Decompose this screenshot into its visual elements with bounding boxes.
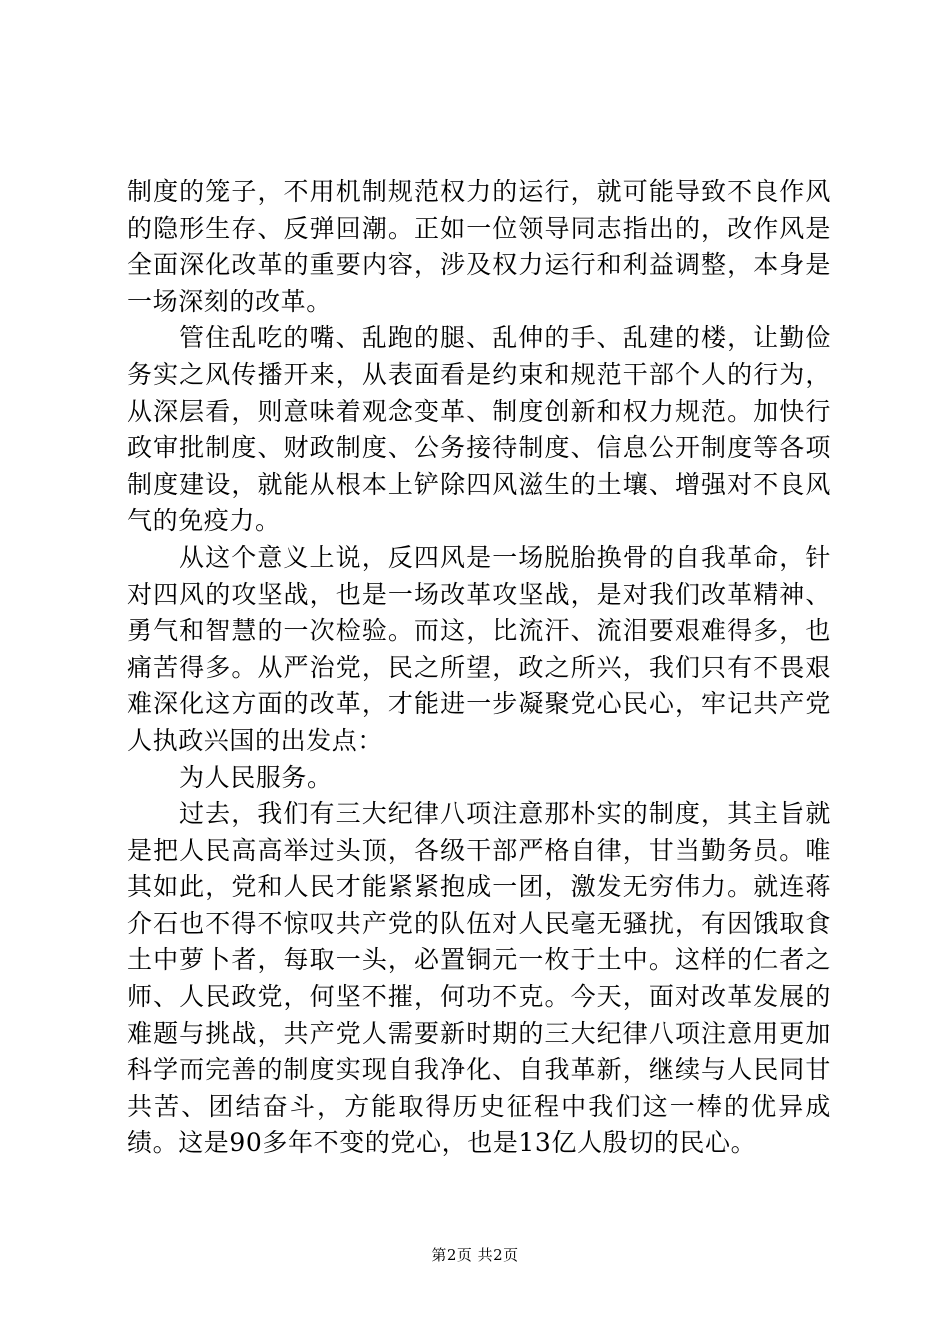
paragraph-5: 过去，我们有三大纪律八项注意那朴实的制度，其主旨就是把人民高高举过头顶，各级干部严格自律，甘当勤务员。唯其如此，党和人民才能紧紧抱成一团，激发无穷伟力。就连蒋介石也不得不惊叹共产党的队伍对人民毫无骚扰，有因饿取食土中萝卜者，每取一头，必置铜元一枚于土中。这样的仁者之师、人民政党，何坚不摧，何功不克。今天，面对改革发展的难题与挑战，共产党人需要新时期的三大纪律八项注意用更加科学而完善的制度实现自我净化、自我革新，继续与人民同甘共苦、团结奋斗，方能取得历史征程中我们这一棒的优异成绩。这是90多年不变的党心，也是13亿人殷切的民心。	[127, 799, 831, 1158]
paragraph-3: 从这个意义上说，反四风是一场脱胎换骨的自我革命，针对四风的攻坚战，也是一场改革攻坚战，是对我们改革精神、勇气和智慧的一次检验。而这，比流汗、流泪要艰难得多，也痛苦得多。从严治党，民之所望，政之所兴，我们只有不畏艰难深化这方面的改革，才能进一步凝聚党心民心，牢记共产党人执政兴国的出发点：	[127, 542, 831, 755]
paragraph-2: 管住乱吃的嘴、乱跑的腿、乱伸的手、乱建的楼，让勤俭务实之风传播开来，从表面看是约束和规范干部个人的行为，从深层看，则意味着观念变革、制度创新和权力规范。加快行政审批制度、财政制度、公务接待制度、信息公开制度等各项制度建设，就能从根本上铲除四风滋生的土壤、增强对不良风气的免疫力。	[127, 323, 831, 536]
paragraph-4: 为人民服务。	[179, 762, 333, 792]
paragraph-1: 制度的笼子，不用机制规范权力的运行，就可能导致不良作风的隐形生存、反弹回潮。正如一位领导同志指出的，改作风是全面深化改革的重要内容，涉及权力运行和利益调整，本身是一场深刻的改革。	[127, 177, 831, 316]
document-body	[127, 174, 831, 1162]
page-footer: 第2页 共2页	[431, 1246, 519, 1264]
